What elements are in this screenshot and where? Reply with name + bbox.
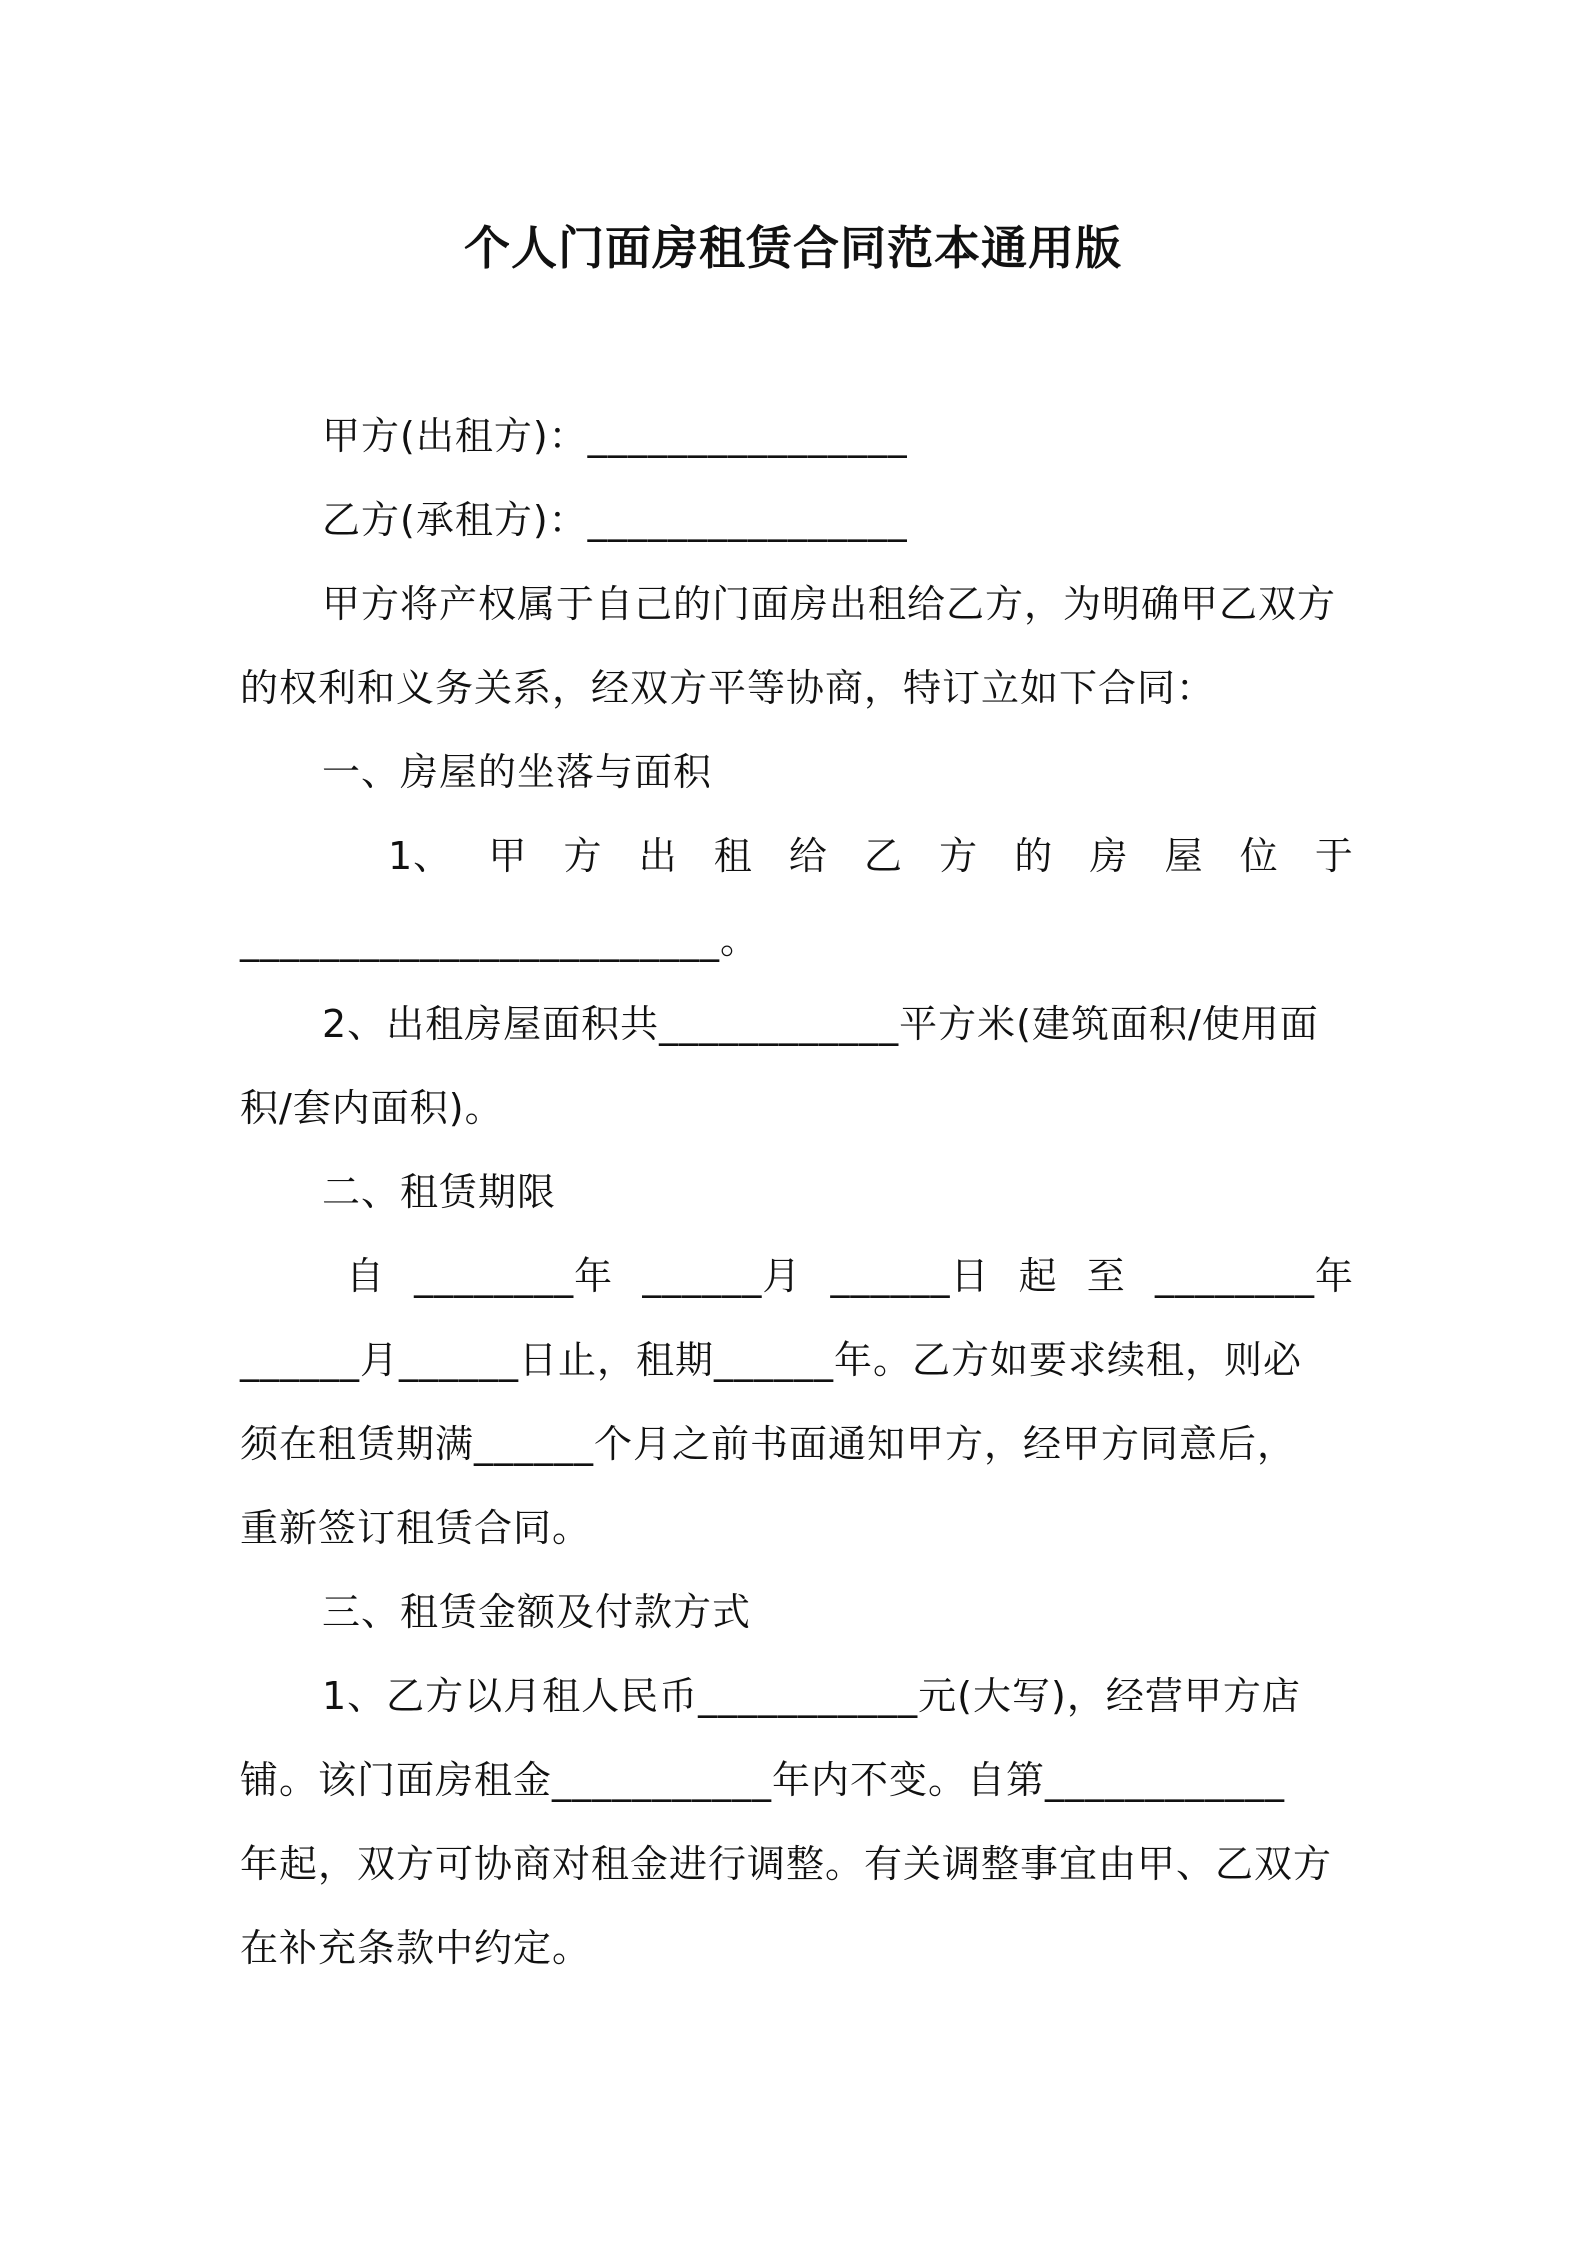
clause-1-1-line-1 (388, 830, 1354, 882)
term-part: 起 (1018, 1254, 1058, 1298)
clause-1-1-part: 1、 (388, 834, 453, 878)
term-part: 自 (346, 1254, 386, 1298)
clause-1-1-part: 出 (638, 834, 678, 878)
party-a-line: 甲方(出租方)：________________ (322, 414, 908, 458)
term-part: ________年 (414, 1254, 614, 1298)
party-b-line: 乙方(承租方)：________________ (322, 498, 908, 542)
clause-1-1-part: 租 (713, 834, 753, 878)
term-line-3: 须在租赁期满______个月之前书面通知甲方，经甲方同意后， (240, 1422, 1297, 1466)
term-part: ______月 (642, 1254, 802, 1298)
term-line-1 (346, 1250, 1354, 1302)
clause-1-1-line-2: ________________________。 (240, 918, 760, 962)
clause-1-1-part: 房 (1089, 834, 1129, 878)
clause-1-1-part: 的 (1014, 834, 1054, 878)
clause-1-1-part: 甲 (488, 834, 528, 878)
section-1-heading: 一、房屋的坐落与面积 (322, 750, 713, 794)
clause-1-1-part: 于 (1314, 834, 1354, 878)
clause-1-1-part: 屋 (1164, 834, 1204, 878)
clause-1-1-part: 方 (939, 834, 979, 878)
clause-1-1-part: 给 (788, 834, 828, 878)
clause-1-2-line-2: 积/套内面积)。 (240, 1086, 504, 1130)
clause-1-1-part: 方 (563, 834, 603, 878)
term-part: 至 (1086, 1254, 1126, 1298)
document-title: 个人门面房租赁合同范本通用版 (464, 221, 1122, 275)
term-line-4: 重新签订租赁合同。 (240, 1506, 592, 1550)
rent-line-3: 年起，双方可协商对租金进行调整。有关调整事宜由甲、乙双方 (240, 1842, 1333, 1886)
rent-line-2: 铺。该门面房租金___________年内不变。自第____________ (240, 1758, 1286, 1802)
intro-line-1: 甲方将产权属于自己的门面房出租给乙方，为明确甲乙双方 (322, 582, 1337, 626)
clause-1-1-part: 乙 (864, 834, 904, 878)
rent-line-4: 在补充条款中约定。 (240, 1926, 592, 1970)
clause-1-2-line-1: 2、出租房屋面积共____________平方米(建筑面积/使用面 (322, 1002, 1319, 1046)
term-part: ______日 (830, 1254, 990, 1298)
term-line-2: ______月______日止，租期______年。乙方如要求续租，则必 (240, 1338, 1303, 1382)
clause-1-1-part: 位 (1239, 834, 1279, 878)
term-part: ________年 (1154, 1254, 1354, 1298)
rent-line-1: 1、乙方以月租人民币___________元(大写)，经营甲方店 (322, 1674, 1301, 1718)
section-3-heading: 三、租赁金额及付款方式 (322, 1590, 752, 1634)
intro-line-2: 的权利和义务关系，经双方平等协商，特订立如下合同： (240, 666, 1216, 710)
section-2-heading: 二、租赁期限 (322, 1170, 557, 1214)
